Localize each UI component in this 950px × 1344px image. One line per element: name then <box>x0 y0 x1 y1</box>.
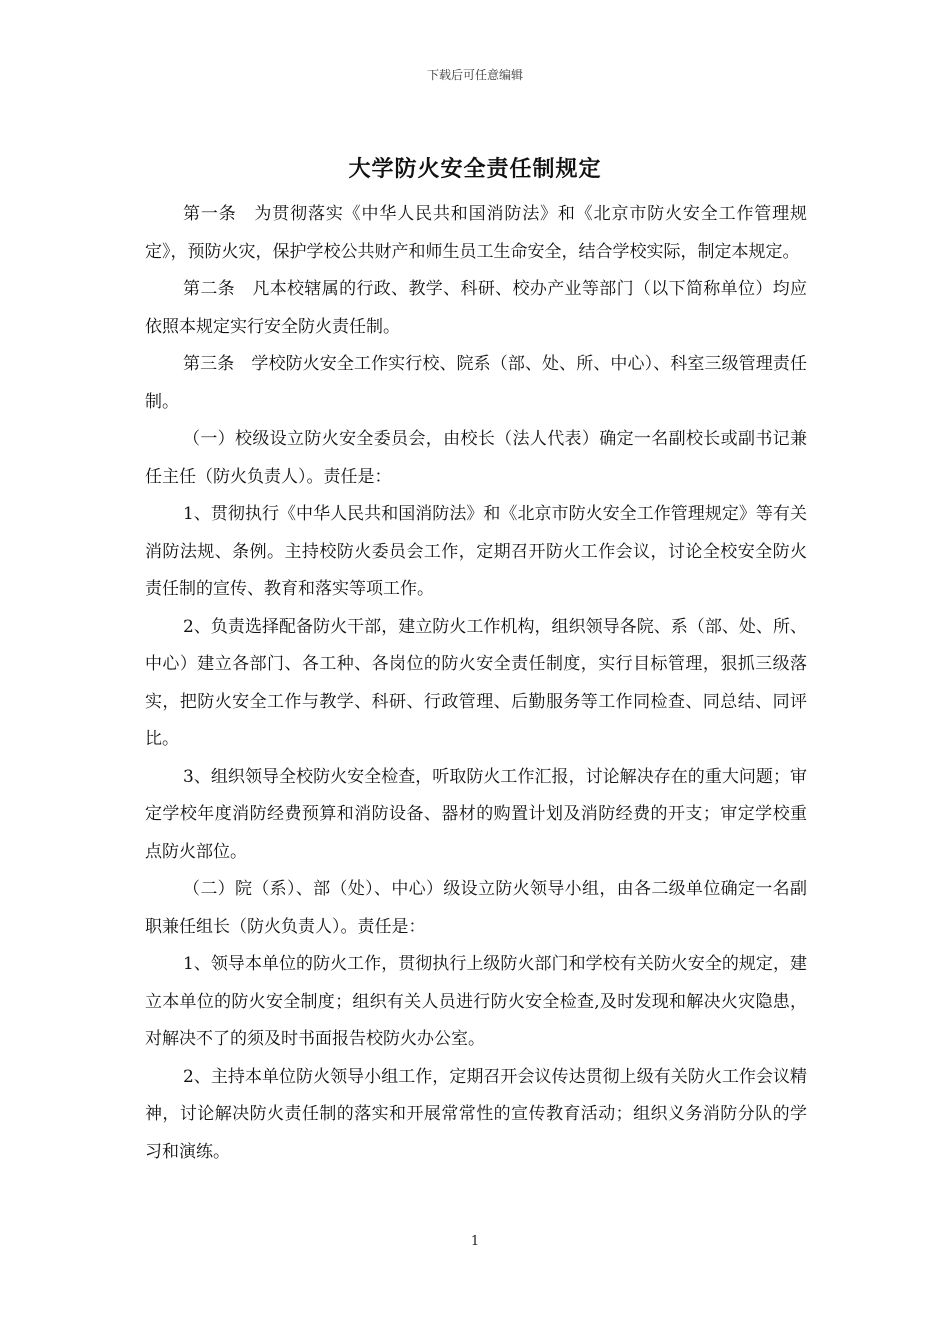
header-note: 下载后可任意编辑 <box>426 68 523 82</box>
document-body <box>145 196 807 1171</box>
article-2-paragraph: 第二条 凡本校辖属的行政、教学、科研、校办产业等部门（以下简称单位）均应依照本规定实行安全防火责任制。 <box>145 279 807 337</box>
article-1-paragraph: 第一条 为贯彻落实《中华人民共和国消防法》和《北京市防火安全工作管理规定》，预防火灾，保护学校公共财产和师生员工生命安全，结合学校实际，制定本规定。 <box>145 204 807 262</box>
section-2-item-2: 2、主持本单位防火领导小组工作，定期召开会议传达贯彻上级有关防火工作会议精神，讨论解决防火责任制的落实和开展常常性的宣传教育活动；组织义务消防分队的学习和演练。 <box>145 1066 807 1162</box>
section-1-item-2: 2、负责选择配备防火干部，建立防火工作机构，组织领导各院、系（部、处、所、中心）建立各部门、各工种、各岗位的防火安全责任制度，实行目标管理，狠抓三级落实，把防火安全工作与教学、科研、行政管理、后勤服务等工作同检查、同总结、同评比。 <box>145 616 807 749</box>
section-1-item-1: 1、贯彻执行《中华人民共和国消防法》和《北京市防火安全工作管理规定》等有关消防法规、条例。主持校防火委员会工作，定期召开防火工作会议，讨论全校安全防火责任制的宣传、教育和落实等项工作。 <box>145 504 807 599</box>
section-2-heading-paragraph: （二）院（系）、部（处）、中心）级设立防火领导小组，由各二级单位确定一名副职兼任组长（防火负责人）。责任是： <box>145 879 807 937</box>
article-3-paragraph: 第三条 学校防火安全工作实行校、院系（部、处、所、中心）、科室三级管理责任制。 <box>145 354 807 412</box>
document-title: 大学防火安全责任制规定 <box>348 157 602 182</box>
section-2-item-1: 1、领导本单位的防火工作，贯彻执行上级防火部门和学校有关防火安全的规定，建立本单位的防火安全制度；组织有关人员进行防火安全检查,及时发现和解决火灾隐患，对解决不了的须及时书面报告校防火办公室。 <box>145 954 807 1049</box>
section-1-heading-paragraph: （一）校级设立防火安全委员会，由校长（法人代表）确定一名副校长或副书记兼任主任（防火负责人）。责任是： <box>145 429 807 487</box>
page-number: 1 <box>470 1234 480 1249</box>
section-1-item-3: 3、组织领导全校防火安全检查，听取防火工作汇报，讨论解决存在的重大问题；审定学校年度消防经费预算和消防设备、器材的购置计划及消防经费的开支；审定学校重点防火部位。 <box>145 766 807 862</box>
